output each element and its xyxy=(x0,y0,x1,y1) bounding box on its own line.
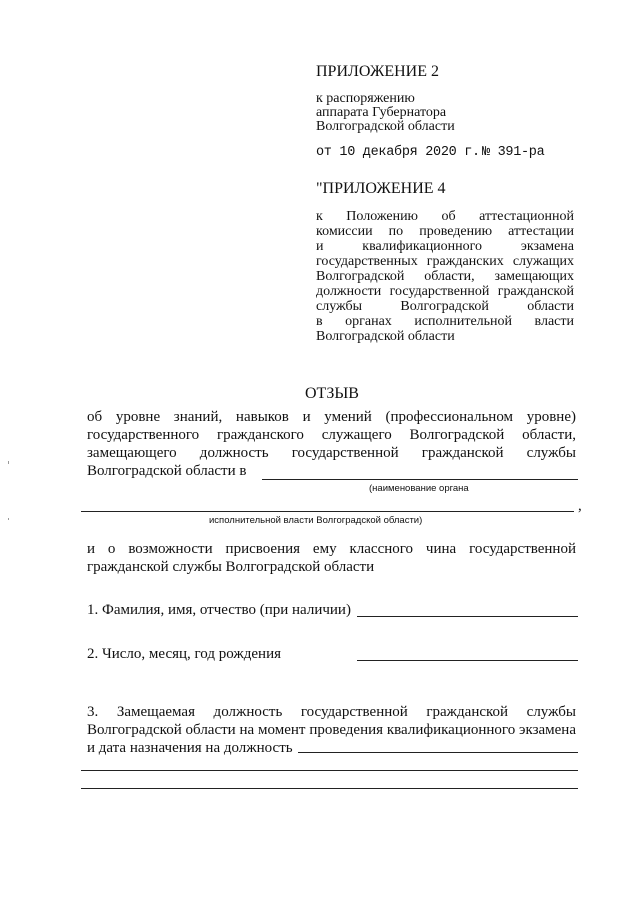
appendix4-title: "ПРИЛОЖЕНИЕ 4 xyxy=(316,180,446,197)
possibility-text xyxy=(87,540,576,558)
appendix4-line: Волгоградской области, замещающих xyxy=(316,269,574,284)
appendix-date: от 10 декабря 2020 г. xyxy=(316,145,480,160)
appendix-number: № 391-ра xyxy=(482,145,545,160)
possibility-line: и о возможности присвоения ему классного чина государственной xyxy=(87,541,576,557)
possibility-line: гражданской службы Волгоградской области xyxy=(87,559,375,575)
position-input-line[interactable] xyxy=(298,752,578,753)
position-line: 3. Замещаемая должность государственной гражданской службы xyxy=(87,704,576,720)
review-intro xyxy=(87,408,576,462)
item-birthdate-label: 2. Число, месяц, год рождения xyxy=(87,646,281,662)
appendix4-line: должности государственной гражданской xyxy=(316,284,574,299)
intro-line: замещающего должность государственной гражданской службы xyxy=(87,445,576,461)
position-input-line-3[interactable] xyxy=(81,788,578,789)
organ-caption-2: исполнительной власти Волгоградской области) xyxy=(209,515,423,526)
item-fullname-label: 1. Фамилия, имя, отчество (при наличии) xyxy=(87,602,351,618)
appendix4-line: службы Волгоградской области xyxy=(316,299,574,314)
item-position-text xyxy=(87,703,576,739)
appendix4-line: государственных гражданских служащих xyxy=(316,254,574,269)
appendix4-line: Волгоградской области xyxy=(316,329,455,344)
fullname-input-line[interactable] xyxy=(357,616,578,617)
organ-name-line xyxy=(262,479,578,480)
intro-line: государственного гражданского служащего Волгоградской области, xyxy=(87,427,576,443)
position-input-line-2[interactable] xyxy=(81,770,578,771)
organ-caption: (наименование органа xyxy=(369,483,469,494)
appendix4-line: комиссии по проведению аттестации xyxy=(316,224,574,239)
position-line: и дата назначения на должность xyxy=(87,740,293,756)
scan-margin-mark xyxy=(8,461,9,464)
appendix4-line: к Положению об аттестационной xyxy=(316,209,574,224)
appendix4-line: в органах исполнительной власти xyxy=(316,314,574,329)
scan-margin-mark xyxy=(8,518,9,520)
appendix-line: Волгоградской области xyxy=(316,119,455,134)
position-line: Волгоградской области на момент проведения квалификационного экзамена xyxy=(87,722,576,738)
appendix-line: аппарата Губернатора xyxy=(316,105,447,120)
appendix4-text xyxy=(316,209,574,344)
review-heading: ОТЗЫВ xyxy=(305,385,359,402)
appendix-line: к распоряжению xyxy=(316,91,415,106)
organ-name-line-2 xyxy=(81,511,574,512)
intro-line: Волгоградской области в xyxy=(87,463,247,479)
trailing-comma: , xyxy=(578,498,582,514)
appendix4-line: и квалификационного экзамена xyxy=(316,239,574,254)
birthdate-input-line[interactable] xyxy=(357,660,578,661)
intro-line: об уровне знаний, навыков и умений (профессиональном уровне) xyxy=(87,409,576,425)
appendix-title: ПРИЛОЖЕНИЕ 2 xyxy=(316,63,440,80)
